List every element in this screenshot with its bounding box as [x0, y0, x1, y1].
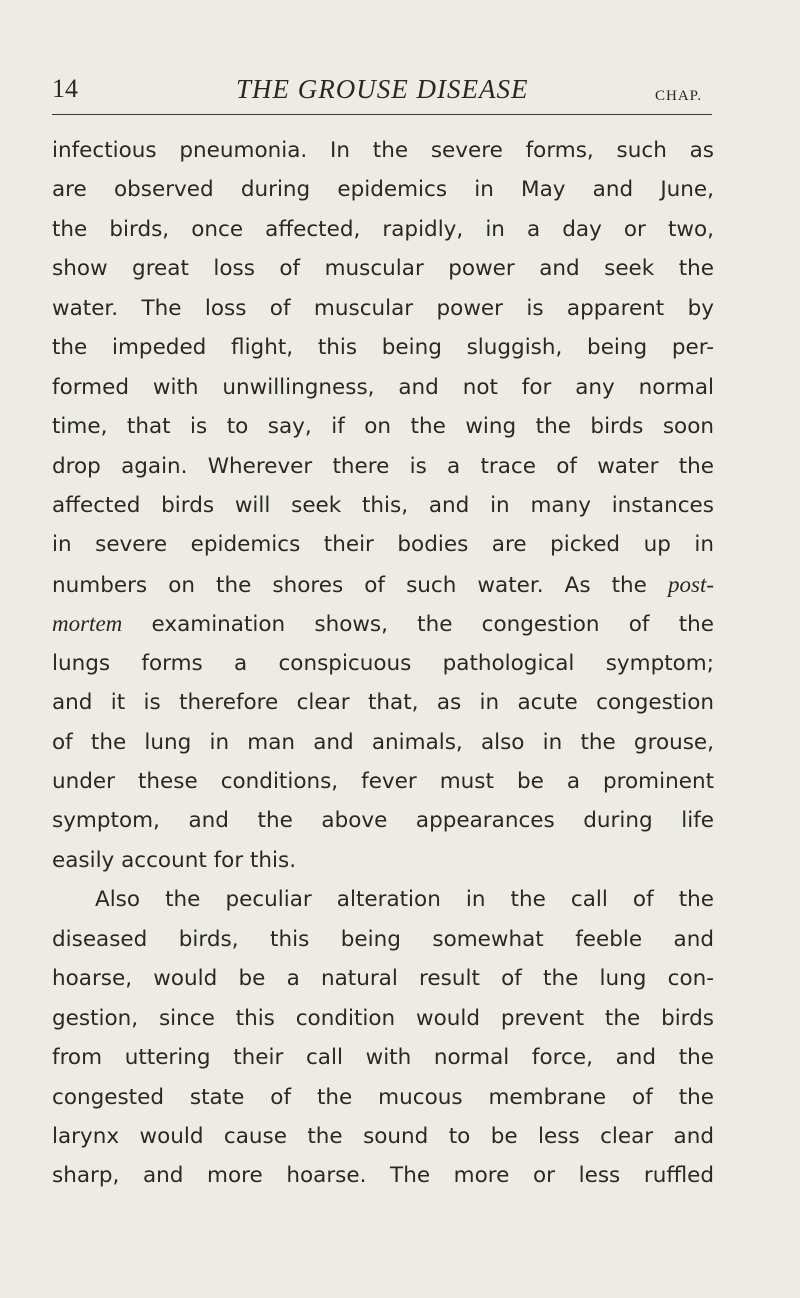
- text-line: lungs forms a conspicuous pathological symptom;: [52, 650, 714, 676]
- italic-term: mortem: [52, 611, 123, 637]
- text-line: show great loss of muscular power and seek the: [52, 256, 714, 282]
- body-text: [52, 131, 714, 1196]
- text-line: and it is therefore clear that, as in acute congestion: [52, 690, 714, 716]
- text-line: formed with unwillingness, and not for any normal: [52, 374, 714, 400]
- text-line: drop again. Wherever there is a trace of water the: [52, 453, 714, 479]
- text-line: of the lung in man and animals, also in the grouse,: [52, 729, 714, 755]
- text-line: gestion, since this condition would prevent the birds: [52, 1005, 714, 1031]
- chapter-mark: CHAP.: [655, 88, 703, 104]
- text-line: Also the peculiar alteration in the call of the: [95, 887, 714, 913]
- text-line: infectious pneumonia. In the severe forms, such as: [52, 138, 714, 163]
- italic-term: post-: [668, 571, 715, 597]
- text-line: hoarse, would be a natural result of the lung con-: [52, 966, 714, 992]
- text-line: from uttering their call with normal force, and the: [52, 1045, 714, 1071]
- text-line: diseased birds, this being somewhat feeble and: [52, 926, 714, 952]
- text-line: congested state of the mucous membrane of the: [52, 1084, 714, 1110]
- text-line: under these conditions, fever must be a prominent: [52, 769, 714, 794]
- page-number: 14: [52, 74, 78, 103]
- text-line: in severe epidemics their bodies are picked up in: [52, 532, 714, 558]
- text-line: numbers on the shores of such water. As the post-: [52, 571, 715, 598]
- text-line: the birds, once affected, rapidly, in a day or two,: [52, 216, 714, 242]
- page-header: [0, 0, 800, 120]
- text-line: the impeded flight, this being sluggish, being per-: [52, 335, 714, 361]
- text-line: larynx would cause the sound to be less clear and: [52, 1123, 714, 1149]
- text-line: symptom, and the above appearances during life: [52, 808, 714, 834]
- header-rule: [52, 114, 712, 115]
- text-line: water. The loss of muscular power is apparent by: [52, 295, 714, 321]
- text-line: mortem examination shows, the congestion of the: [52, 611, 714, 638]
- text-line: are observed during epidemics in May and June,: [52, 177, 714, 203]
- text-line: sharp, and more hoarse. The more or less ruffled: [52, 1163, 714, 1189]
- text-line: time, that is to say, if on the wing the birds soon: [52, 414, 714, 440]
- text-line: affected birds will seek this, and in many instances: [52, 492, 714, 518]
- text-line: easily account for this.: [52, 847, 297, 873]
- running-title: THE GROUSE DISEASE: [236, 74, 529, 104]
